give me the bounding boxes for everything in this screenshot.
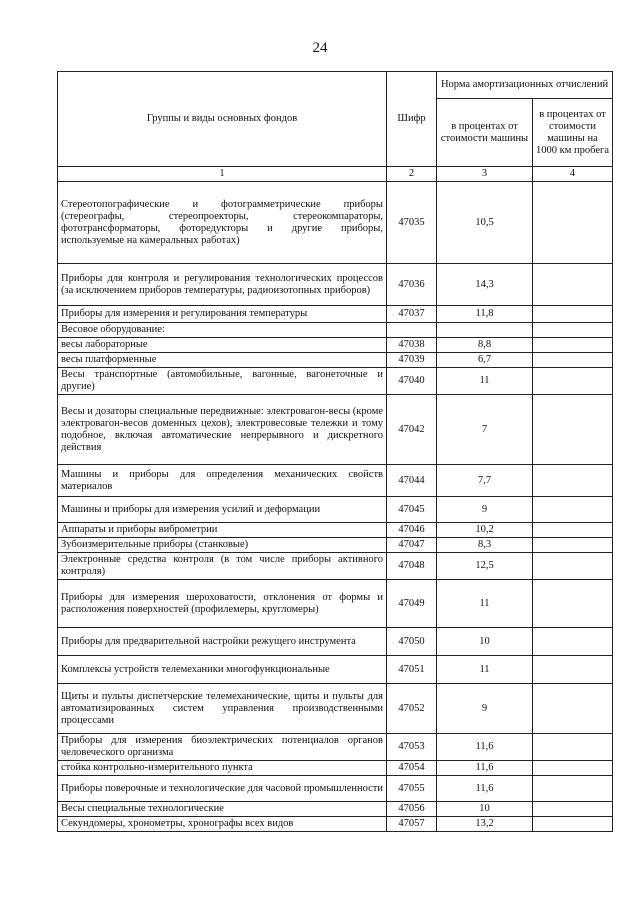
row-code: 47047 <box>387 538 437 553</box>
row-pct: 11,6 <box>437 776 533 802</box>
table-row <box>58 656 613 684</box>
row-pct: 7,7 <box>437 465 533 497</box>
row-name: Электронные средства контроля (в том числе приборы активного контроля) <box>58 553 387 580</box>
table-row <box>58 684 613 734</box>
row-pct: 14,3 <box>437 264 533 306</box>
row-name: Весы и дозаторы специальные передвижные: электровагон-весы (кроме электровагон-весов доменных цехов), электровесовые тележки и тому подобное, включая автоматические непрерывного и дискретного действия <box>58 395 387 465</box>
table-row <box>58 538 613 553</box>
row-km <box>533 353 613 368</box>
row-pct: 10 <box>437 802 533 817</box>
table-row <box>58 465 613 497</box>
row-pct: 11,6 <box>437 734 533 761</box>
row-code: 47053 <box>387 734 437 761</box>
row-km <box>533 264 613 306</box>
row-pct: 12,5 <box>437 553 533 580</box>
table-row <box>58 580 613 628</box>
row-code: 47042 <box>387 395 437 465</box>
row-code: 47044 <box>387 465 437 497</box>
row-km <box>533 465 613 497</box>
row-pct: 10 <box>437 628 533 656</box>
row-code: 47051 <box>387 656 437 684</box>
row-pct: 11 <box>437 368 533 395</box>
header-num-1: 1 <box>58 167 387 182</box>
row-km <box>533 306 613 323</box>
row-pct: 13,2 <box>437 817 533 832</box>
row-pct: 8,8 <box>437 338 533 353</box>
row-code: 47038 <box>387 338 437 353</box>
row-km <box>533 734 613 761</box>
row-code: 47050 <box>387 628 437 656</box>
page-number: 24 <box>312 40 328 56</box>
row-name: весы платформенные <box>58 353 387 368</box>
table-row <box>58 368 613 395</box>
table-row <box>58 182 613 264</box>
row-name: Машины и приборы для определения механических свойств материалов <box>58 465 387 497</box>
table-row <box>58 353 613 368</box>
row-km <box>533 628 613 656</box>
table-row <box>58 553 613 580</box>
row-name: Приборы для измерения биоэлектрических потенциалов органов человеческого организма <box>58 734 387 761</box>
table-body <box>58 182 613 832</box>
table-row <box>58 323 613 338</box>
row-name: Стереотопографические и фотограмметрические приборы (стереографы, стереопроекторы, стереокомпараторы, фототрансформаторы, фоторедукторы и другие приборы, используемые на камеральных работах) <box>58 182 387 264</box>
row-name: Комплексы устройств телемеханики многофункциональные <box>58 656 387 684</box>
row-name: Зубоизмерительные приборы (станковые) <box>58 538 387 553</box>
row-km <box>533 761 613 776</box>
row-km <box>533 182 613 264</box>
row-code: 47054 <box>387 761 437 776</box>
row-pct: 9 <box>437 497 533 523</box>
row-km <box>533 323 613 338</box>
row-code: 47052 <box>387 684 437 734</box>
table-row <box>58 817 613 832</box>
row-name: Приборы для предварительной настройки режущего инструмента <box>58 628 387 656</box>
table-row <box>58 338 613 353</box>
row-code: 47048 <box>387 553 437 580</box>
table-row <box>58 776 613 802</box>
table-row <box>58 306 613 323</box>
depreciation-table <box>57 71 613 832</box>
row-pct: 8,3 <box>437 538 533 553</box>
row-km <box>533 802 613 817</box>
row-code: 47046 <box>387 523 437 538</box>
row-pct: 11 <box>437 656 533 684</box>
row-name: Приборы для измерения шероховатости, отклонения от формы и расположения поверхностей (профилемеры, кругломеры) <box>58 580 387 628</box>
row-km <box>533 395 613 465</box>
row-km <box>533 776 613 802</box>
row-code: 47037 <box>387 306 437 323</box>
header-num-4: 4 <box>533 167 613 182</box>
row-code: 47039 <box>387 353 437 368</box>
row-name: весы лабораторные <box>58 338 387 353</box>
row-name: Весы специальные технологические <box>58 802 387 817</box>
table-row <box>58 761 613 776</box>
row-code: 47045 <box>387 497 437 523</box>
table-row <box>58 628 613 656</box>
row-name: Весовое оборудование: <box>58 323 387 338</box>
row-pct: 9 <box>437 684 533 734</box>
row-pct: 11,8 <box>437 306 533 323</box>
row-name: Секундомеры, хронометры, хронографы всех видов <box>58 817 387 832</box>
row-code <box>387 323 437 338</box>
row-pct: 10,5 <box>437 182 533 264</box>
row-code: 47057 <box>387 817 437 832</box>
row-pct: 7 <box>437 395 533 465</box>
row-name: Аппараты и приборы виброметрии <box>58 523 387 538</box>
row-code: 47040 <box>387 368 437 395</box>
row-pct: 6,7 <box>437 353 533 368</box>
table-row <box>58 734 613 761</box>
header-pct-cost: в процентах от стоимости машины <box>437 99 533 167</box>
row-name: Приборы поверочные и технологические для часовой промышленности <box>58 776 387 802</box>
row-km <box>533 338 613 353</box>
row-name: Весы транспортные (автомобильные, вагонные, вагонеточные и другие) <box>58 368 387 395</box>
row-km <box>533 538 613 553</box>
row-pct: 11,6 <box>437 761 533 776</box>
header-groups: Группы и виды основных фондов <box>58 72 387 167</box>
row-name: Машины и приборы для измерения усилий и деформации <box>58 497 387 523</box>
row-code: 47049 <box>387 580 437 628</box>
table-row <box>58 802 613 817</box>
table-row <box>58 395 613 465</box>
header-num-3: 3 <box>437 167 533 182</box>
row-pct: 11 <box>437 580 533 628</box>
row-name: Приборы для контроля и регулирования технологических процессов (за исключением приборов температуры, радиоизотопных приборов) <box>58 264 387 306</box>
row-code: 47056 <box>387 802 437 817</box>
row-pct <box>437 323 533 338</box>
row-km <box>533 684 613 734</box>
row-km <box>533 553 613 580</box>
row-name: Щиты и пульты диспетчерские телемеханические, щиты и пульты для автоматизированных систем управления производственными процессами <box>58 684 387 734</box>
row-km <box>533 497 613 523</box>
row-name: Приборы для измерения и регулирования температуры <box>58 306 387 323</box>
row-km <box>533 523 613 538</box>
row-km <box>533 817 613 832</box>
header-num-2: 2 <box>387 167 437 182</box>
header-norm: Норма амортизационных отчислений <box>437 72 613 99</box>
table-row <box>58 264 613 306</box>
row-km <box>533 580 613 628</box>
header-pct-km: в процентах от стоимости машины на 1000 км пробега <box>533 99 613 167</box>
table-row <box>58 523 613 538</box>
header-code: Шифр <box>387 72 437 167</box>
row-code: 47036 <box>387 264 437 306</box>
table-row <box>58 497 613 523</box>
row-name: стойка контрольно-измерительного пункта <box>58 761 387 776</box>
row-pct: 10,2 <box>437 523 533 538</box>
row-km <box>533 368 613 395</box>
row-code: 47035 <box>387 182 437 264</box>
row-km <box>533 656 613 684</box>
row-code: 47055 <box>387 776 437 802</box>
